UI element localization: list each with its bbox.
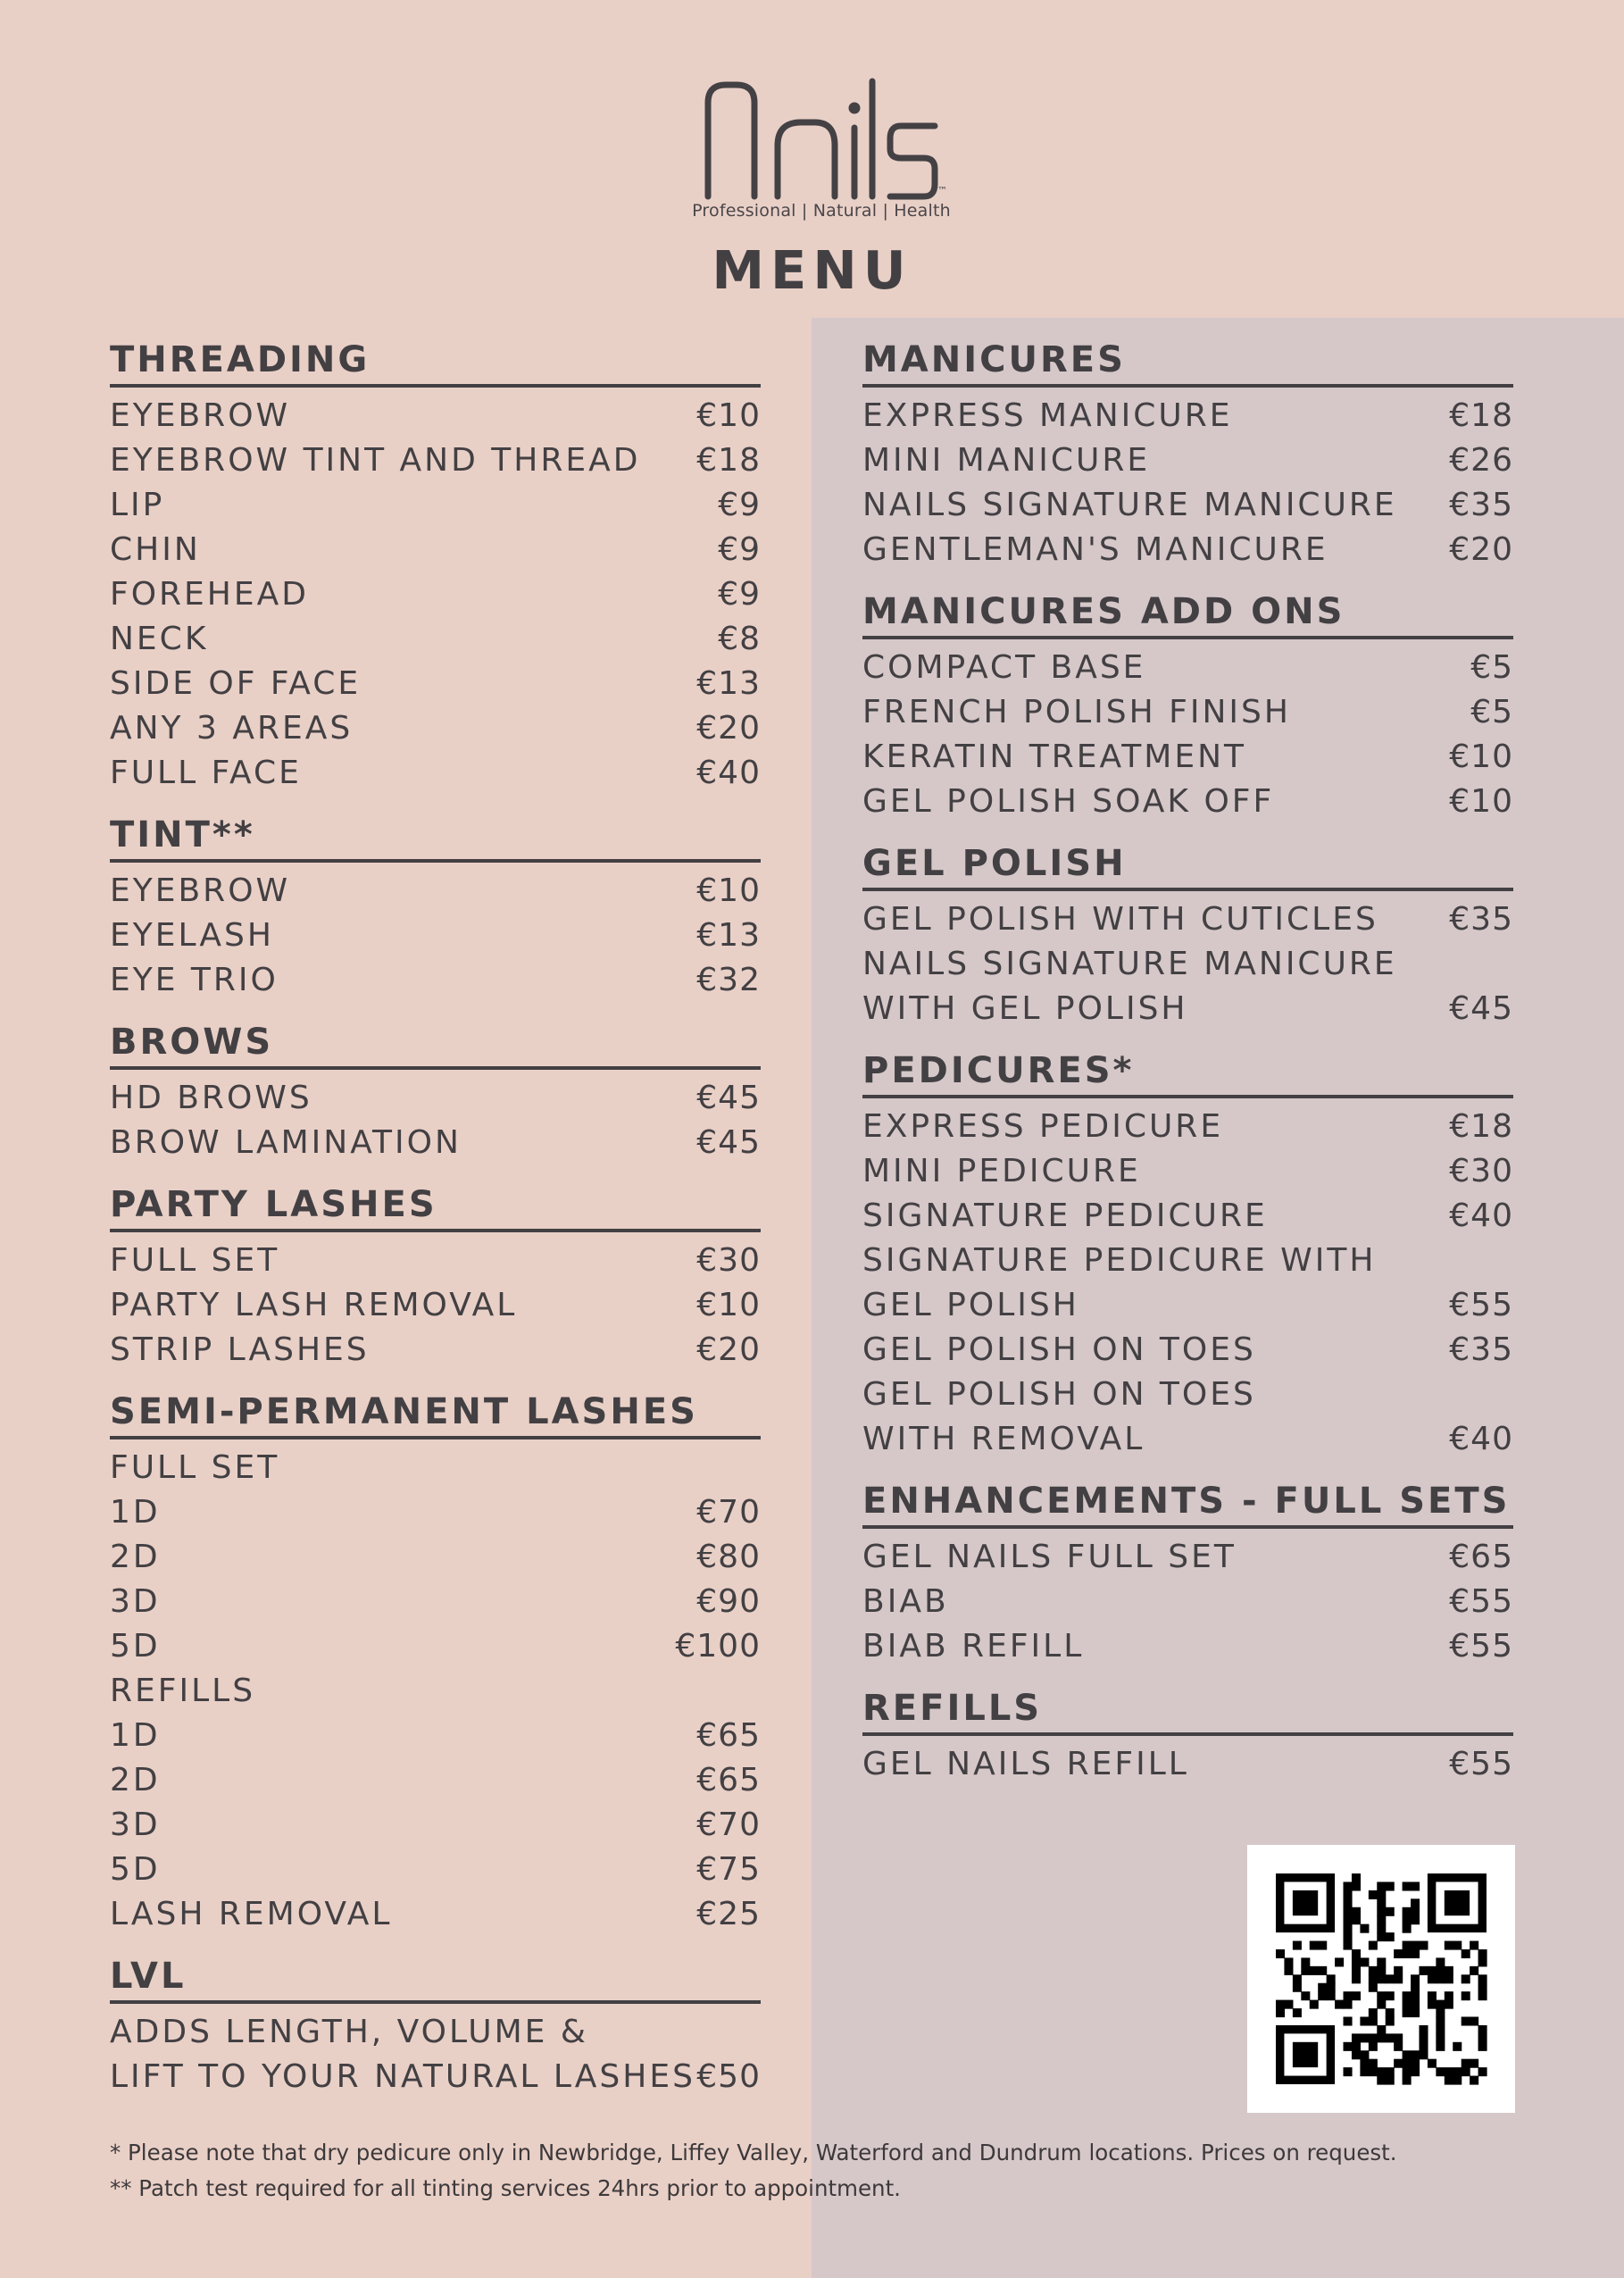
menu-item-name: PARTY LASH REMOVAL — [110, 1286, 518, 1323]
menu-item-price: €90 — [696, 1582, 761, 1620]
menu-item-name: GEL NAILS FULL SET — [862, 1538, 1237, 1575]
menu-item-price: €9 — [718, 530, 761, 568]
menu-item — [862, 1327, 1513, 1372]
menu-item — [110, 1623, 761, 1668]
menu-item — [110, 616, 761, 661]
menu-item-name: GENTLEMAN'S MANICURE — [862, 530, 1328, 568]
menu-item — [862, 986, 1513, 1031]
menu-item-price: €75 — [696, 1850, 761, 1888]
menu-item-price: €25 — [696, 1895, 761, 1932]
menu-item-name: EXPRESS MANICURE — [862, 396, 1233, 434]
menu-item — [862, 1148, 1513, 1193]
menu-item — [862, 689, 1513, 734]
menu-item-price: €18 — [696, 441, 761, 479]
section-lvl — [110, 1956, 761, 2099]
menu-item-price: €10 — [1449, 782, 1513, 820]
menu-item-price: €55 — [1449, 1582, 1513, 1620]
menu-item-price: €10 — [696, 1286, 761, 1323]
menu-item-name: GEL POLISH WITH CUTICLES — [862, 900, 1378, 938]
menu-item-price: €100 — [675, 1627, 761, 1665]
menu-item-name: COMPACT BASE — [862, 648, 1146, 686]
menu-item-name: FULL FACE — [110, 754, 302, 791]
qr-code-icon — [1247, 1845, 1515, 2113]
menu-item-price: €70 — [696, 1493, 761, 1531]
menu-item-price: €65 — [696, 1716, 761, 1754]
menu-item-name: CHIN — [110, 530, 201, 568]
menu-item-price: €10 — [696, 396, 761, 434]
menu-item-price: €10 — [696, 872, 761, 909]
menu-item — [862, 1416, 1513, 1461]
menu-item-price: €5 — [1470, 648, 1513, 686]
menu-item-name: SIDE OF FACE — [110, 664, 362, 702]
menu-item — [862, 1623, 1513, 1668]
menu-item-price: €18 — [1449, 396, 1513, 434]
menu-item-name: BIAB — [862, 1582, 949, 1620]
menu-item-price: €35 — [1449, 900, 1513, 938]
section-heading: PARTY LASHES — [110, 1184, 761, 1232]
menu-item-price: €20 — [696, 709, 761, 747]
menu-item — [110, 1802, 761, 1847]
menu-item — [862, 645, 1513, 689]
footnote-patch-test: ** Patch test required for all tinting services 24hrs prior to appointment. — [110, 2175, 901, 2201]
menu-item-name: 1D — [110, 1716, 161, 1754]
menu-item-name: SIGNATURE PEDICURE WITH — [862, 1241, 1377, 1279]
menu-item-name: 5D — [110, 1850, 161, 1888]
menu-item-name: EXPRESS PEDICURE — [862, 1107, 1224, 1145]
menu-item — [862, 1238, 1513, 1282]
menu-item — [110, 1075, 761, 1120]
section-heading: GEL POLISH — [862, 843, 1513, 891]
menu-item-name: GEL POLISH SOAK OFF — [862, 782, 1275, 820]
menu-item-price: €8 — [718, 620, 761, 657]
menu-item — [862, 527, 1513, 572]
section-heading: THREADING — [110, 339, 761, 388]
section-pedicures — [862, 1050, 1513, 1461]
menu-item — [110, 1757, 761, 1802]
logo-tagline: Professional | Natural | Health — [692, 201, 951, 221]
menu-item-price: €55 — [1449, 1286, 1513, 1323]
section-heading: BROWS — [110, 1022, 761, 1070]
menu-item-name: EYELASH — [110, 916, 274, 954]
menu-item-price: €30 — [1449, 1152, 1513, 1189]
menu-item-name: MINI MANICURE — [862, 441, 1151, 479]
qr-code[interactable] — [1247, 1845, 1515, 2113]
section-threading — [110, 339, 761, 795]
menu-item-name: FULL SET — [110, 1448, 280, 1486]
page-title: MENU — [712, 239, 912, 301]
menu-item-name: FULL SET — [110, 1241, 280, 1279]
menu-item-name: GEL POLISH — [862, 1286, 1079, 1323]
menu-item — [110, 1282, 761, 1327]
menu-item-price: €40 — [1449, 1197, 1513, 1234]
menu-item-price: €13 — [696, 664, 761, 702]
menu-item — [110, 1534, 761, 1579]
footnote-pedicure: * Please note that dry pedicure only in Newbridge, Liffey Valley, Waterford and Dundrum locations. Prices on request. — [110, 2140, 1397, 2165]
menu-item — [110, 482, 761, 527]
menu-item — [110, 1891, 761, 1936]
right-column — [862, 339, 1513, 1806]
menu-item — [110, 2054, 761, 2099]
section-heading: LVL — [110, 1956, 761, 2004]
menu-item-name: LIFT TO YOUR NATURAL LASHES — [110, 2057, 695, 2095]
menu-item-price: €65 — [1449, 1538, 1513, 1575]
menu-item-name: EYE TRIO — [110, 961, 279, 998]
menu-item — [862, 393, 1513, 438]
menu-item-name: STRIP LASHES — [110, 1331, 370, 1368]
menu-item-name: NAILS SIGNATURE MANICURE — [862, 486, 1397, 523]
menu-item-name: 3D — [110, 1806, 161, 1843]
menu-item-price: €65 — [696, 1761, 761, 1798]
menu-item-name: 3D — [110, 1582, 161, 1620]
menu-item — [862, 1372, 1513, 1416]
menu-item-name: EYEBROW TINT AND THREAD — [110, 441, 641, 479]
menu-item-name: 5D — [110, 1627, 161, 1665]
menu-item-name: 2D — [110, 1761, 161, 1798]
menu-item — [110, 1713, 761, 1757]
menu-item — [110, 1847, 761, 1891]
section-enhancements-full-sets — [862, 1481, 1513, 1668]
section-heading: MANICURES — [862, 339, 1513, 388]
section-heading: TINT** — [110, 814, 761, 863]
section-brows — [110, 1022, 761, 1164]
menu-item — [862, 941, 1513, 986]
menu-item-name: KERATIN TREATMENT — [862, 738, 1247, 775]
menu-item-price: €55 — [1449, 1745, 1513, 1782]
menu-item-name: FOREHEAD — [110, 575, 309, 613]
menu-item-name: BIAB REFILL — [862, 1627, 1085, 1665]
menu-item — [862, 1104, 1513, 1148]
section-manicures — [862, 339, 1513, 572]
menu-item — [110, 913, 761, 957]
menu-item — [110, 438, 761, 482]
menu-item — [110, 705, 761, 750]
menu-item-name: LASH REMOVAL — [110, 1895, 393, 1932]
left-column — [110, 339, 761, 2118]
menu-item — [862, 1193, 1513, 1238]
menu-item-price: €9 — [718, 486, 761, 523]
menu-item-name: MINI PEDICURE — [862, 1152, 1141, 1189]
menu-item-price: €50 — [696, 2057, 761, 2095]
menu-item-name: GEL POLISH ON TOES — [862, 1331, 1256, 1368]
menu-item-price: €30 — [696, 1241, 761, 1279]
section-tint — [110, 814, 761, 1002]
section-heading: ENHANCEMENTS - FULL SETS — [862, 1481, 1513, 1529]
menu-item-price: €45 — [1449, 989, 1513, 1027]
section-heading: REFILLS — [862, 1688, 1513, 1736]
menu-item — [110, 1120, 761, 1164]
menu-item-price: €32 — [696, 961, 761, 998]
menu-item — [110, 1489, 761, 1534]
menu-item-name: 1D — [110, 1493, 161, 1531]
menu-item — [110, 957, 761, 1002]
menu-item — [862, 1534, 1513, 1579]
menu-item-name: NECK — [110, 620, 209, 657]
menu-item-price: €9 — [718, 575, 761, 613]
menu-item-price: €35 — [1449, 1331, 1513, 1368]
footnotes — [110, 2135, 1583, 2207]
menu-item — [110, 1579, 761, 1623]
menu-item — [110, 750, 761, 795]
section-semi-permanent-lashes — [110, 1391, 761, 1936]
section-party-lashes — [110, 1184, 761, 1372]
menu-item-price: €80 — [696, 1538, 761, 1575]
menu-item-name: FRENCH POLISH FINISH — [862, 693, 1291, 730]
menu-item-price: €5 — [1470, 693, 1513, 730]
menu-item-name: SIGNATURE PEDICURE — [862, 1197, 1268, 1234]
menu-item-name: BROW LAMINATION — [110, 1123, 462, 1161]
menu-item — [110, 1668, 761, 1713]
menu-item-price: €13 — [696, 916, 761, 954]
menu-item-name: REFILLS — [110, 1672, 256, 1709]
menu-item — [110, 572, 761, 616]
menu-item-name: GEL NAILS REFILL — [862, 1745, 1189, 1782]
menu-item — [110, 527, 761, 572]
section-manicures-add-ons — [862, 591, 1513, 823]
menu-item-price: €55 — [1449, 1627, 1513, 1665]
menu-item-price: €10 — [1449, 738, 1513, 775]
menu-item-price: €18 — [1449, 1107, 1513, 1145]
menu-item — [110, 1445, 761, 1489]
menu-item-name: HD BROWS — [110, 1079, 312, 1116]
menu-item-price: €35 — [1449, 486, 1513, 523]
menu-item-price: €20 — [696, 1331, 761, 1368]
menu-item-name: LIP — [110, 486, 165, 523]
nails-wordmark-icon — [701, 76, 942, 203]
menu-item — [110, 868, 761, 913]
section-heading: MANICURES ADD ONS — [862, 591, 1513, 639]
menu-item — [110, 1327, 761, 1372]
section-heading: SEMI-PERMANENT LASHES — [110, 1391, 761, 1439]
menu-item — [862, 1579, 1513, 1623]
menu-item — [862, 897, 1513, 941]
menu-item-name: GEL POLISH ON TOES — [862, 1375, 1256, 1413]
menu-item — [110, 1238, 761, 1282]
menu-item — [110, 2009, 761, 2054]
menu-item-name: 2D — [110, 1538, 161, 1575]
menu-item — [862, 482, 1513, 527]
menu-item-price: €45 — [696, 1079, 761, 1116]
section-gel-polish — [862, 843, 1513, 1031]
section-refills — [862, 1688, 1513, 1786]
menu-item-price: €20 — [1449, 530, 1513, 568]
menu-item-price: €40 — [1449, 1420, 1513, 1457]
menu-item-price: €45 — [696, 1123, 761, 1161]
menu-item-name: EYEBROW — [110, 396, 291, 434]
menu-item — [862, 1282, 1513, 1327]
menu-item-name: WITH GEL POLISH — [862, 989, 1188, 1027]
menu-item-name: ADDS LENGTH, VOLUME & — [110, 2013, 588, 2050]
brand-logo — [687, 76, 955, 228]
menu-item-price: €40 — [696, 754, 761, 791]
menu-item-name: WITH REMOVAL — [862, 1420, 1145, 1457]
menu-item-name: ANY 3 AREAS — [110, 709, 354, 747]
trademark-symbol: ™ — [937, 185, 947, 196]
menu-item — [862, 779, 1513, 823]
menu-item-price: €26 — [1449, 441, 1513, 479]
menu-item-price: €70 — [696, 1806, 761, 1843]
menu-item — [110, 393, 761, 438]
menu-item-name: NAILS SIGNATURE MANICURE — [862, 945, 1397, 982]
menu-item — [862, 1741, 1513, 1786]
menu-item — [110, 661, 761, 705]
menu-item — [862, 734, 1513, 779]
section-heading: PEDICURES* — [862, 1050, 1513, 1098]
menu-item-name: EYEBROW — [110, 872, 291, 909]
menu-item — [862, 438, 1513, 482]
